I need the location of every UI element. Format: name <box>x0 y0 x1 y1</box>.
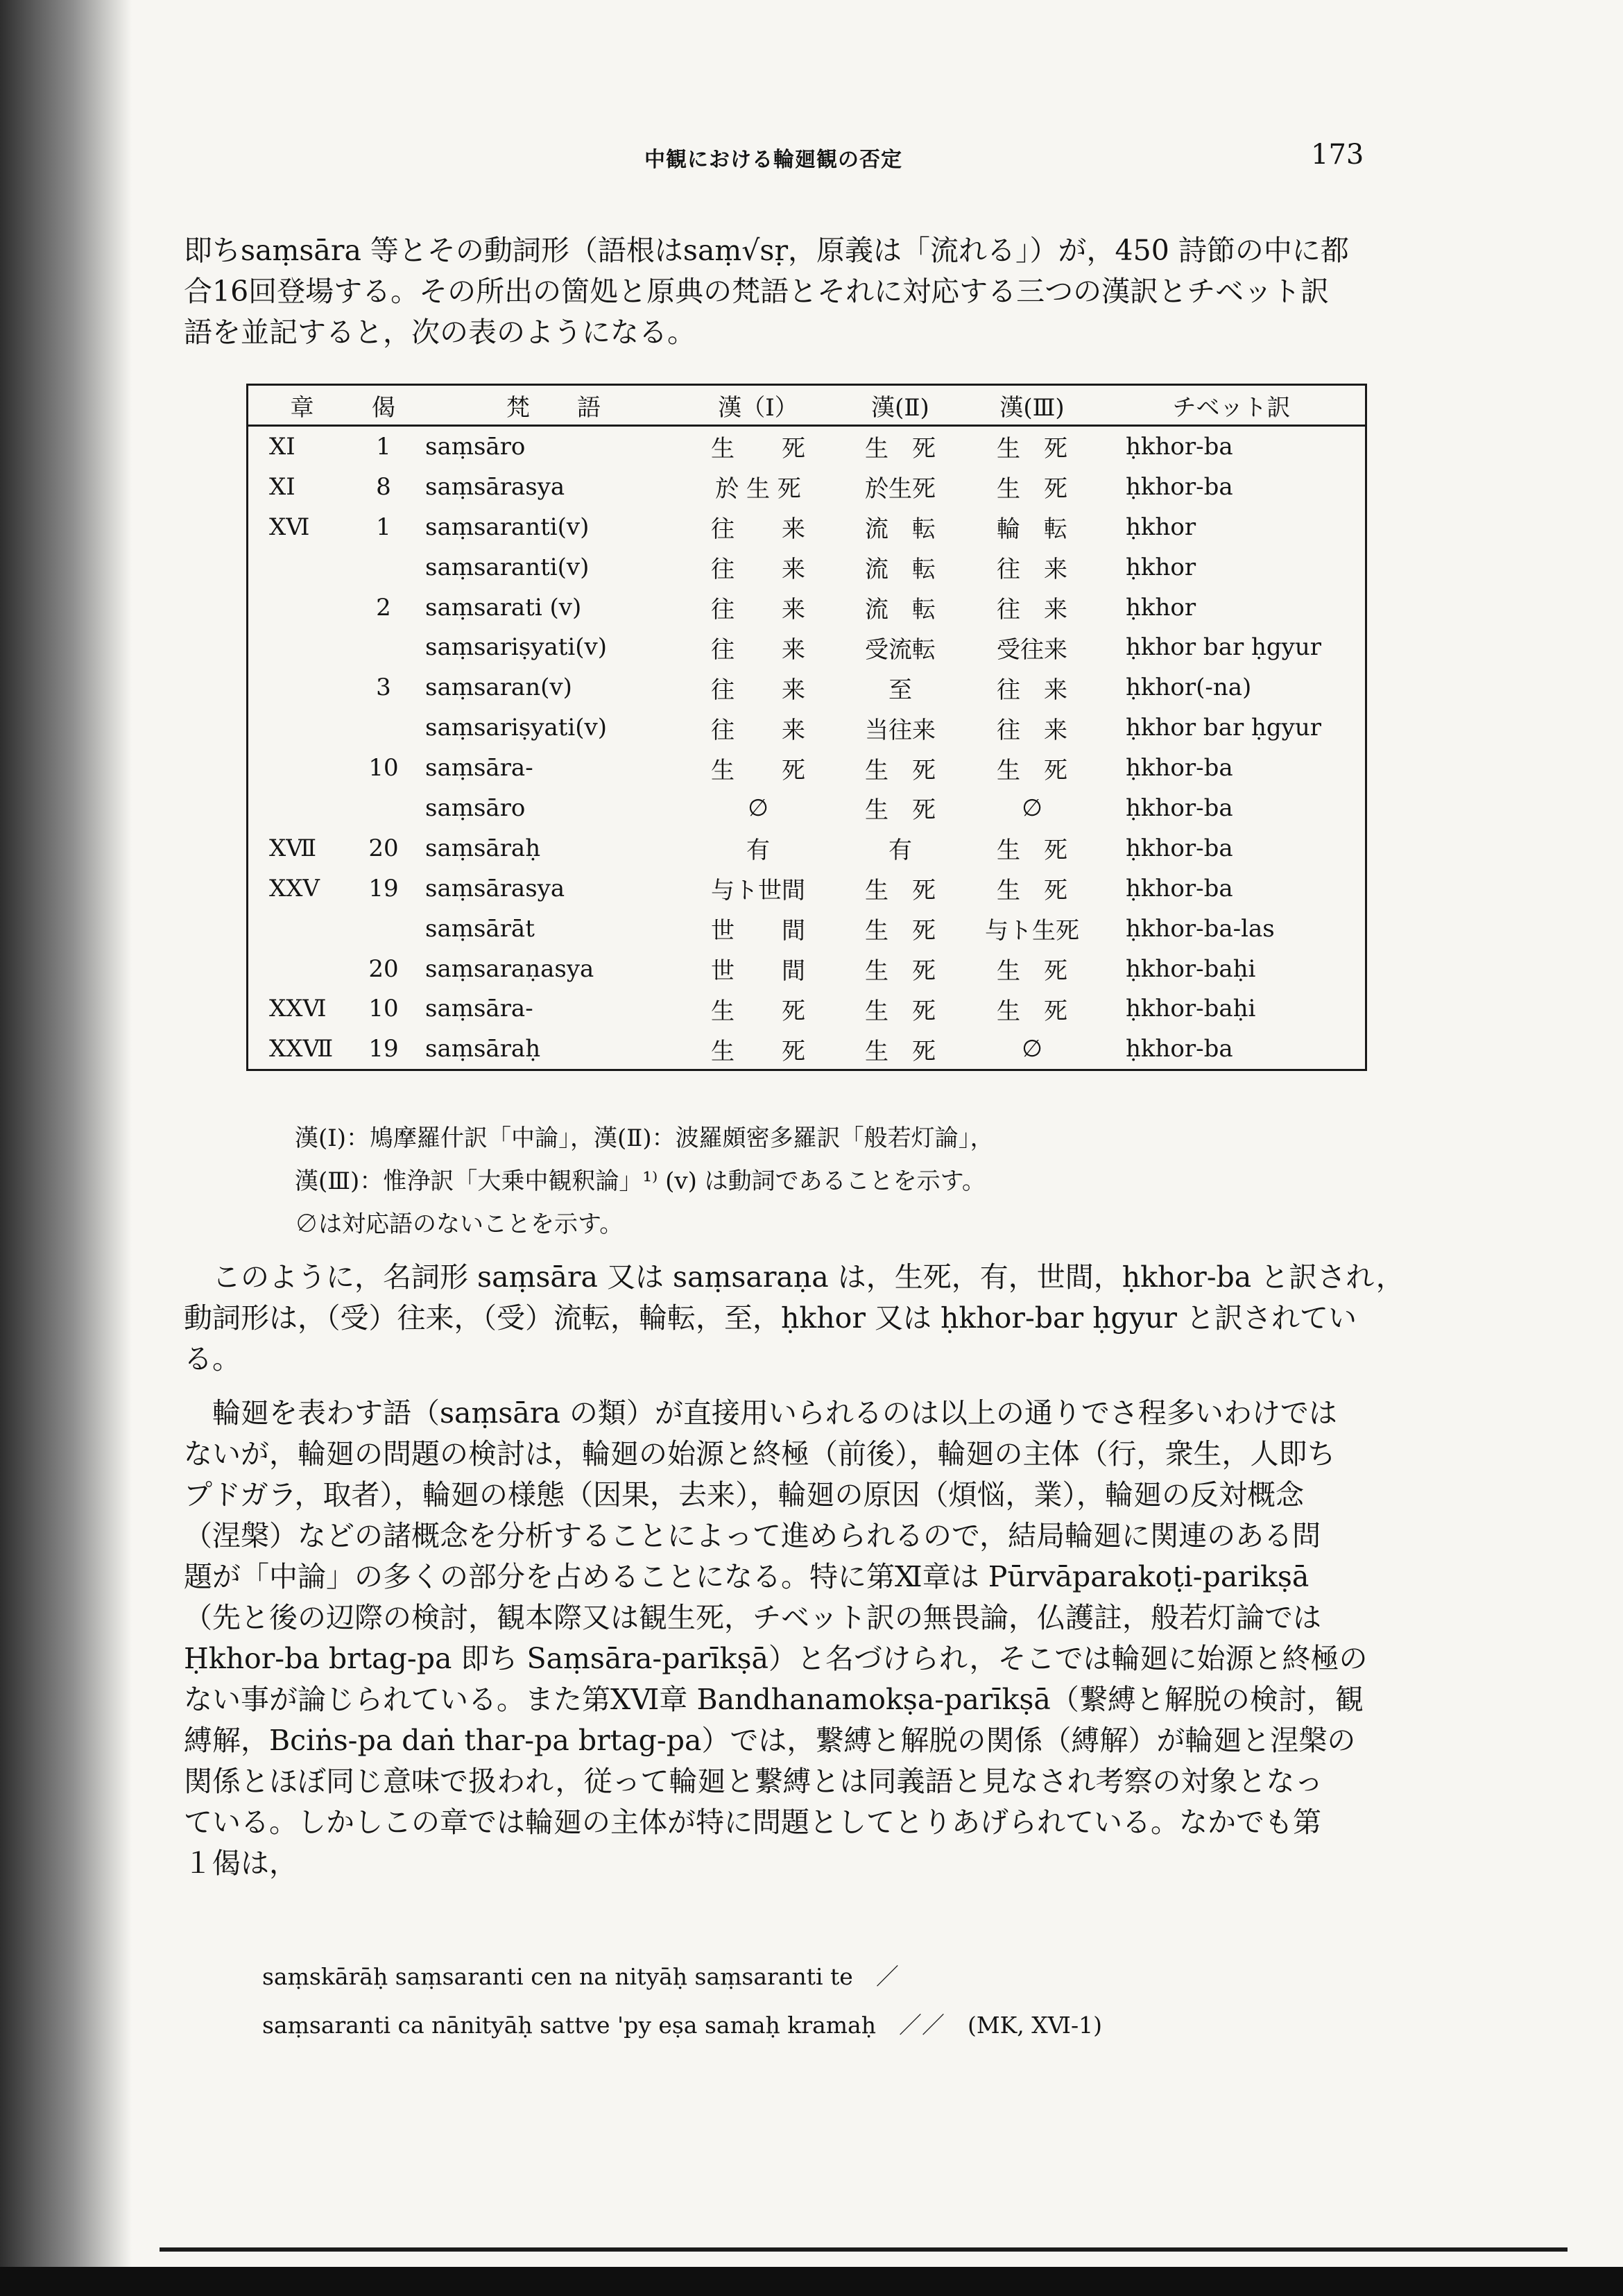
cell-verse: 20 <box>368 834 399 862</box>
intro-paragraph <box>184 230 1349 353</box>
table-row <box>248 1029 1366 1070</box>
header-kanyaku-1: 漢（Ⅰ） <box>682 385 834 426</box>
cell-verse: 20 <box>368 954 399 983</box>
cell-verse <box>356 627 411 667</box>
paragraph-translations <box>184 1257 1405 1380</box>
text-line: （涅槃）などの諸概念を分析することによって進められるので，結局輪廻に関連のある問 <box>184 1519 1321 1552</box>
table-row <box>248 708 1366 748</box>
cell-kanyaku-3: 生 死 <box>997 435 1067 463</box>
cell-kanyaku-3: 生 死 <box>997 997 1067 1025</box>
running-title: 中観における輪廻観の否定 <box>644 148 902 172</box>
cell-kanyaku-1: 生 死 <box>711 435 805 463</box>
cell-tibetan: ḥkhor <box>1126 513 1196 541</box>
cell-kanyaku-1: 往 来 <box>711 676 805 704</box>
cell-kanyaku-1: 於 生 死 <box>715 475 801 504</box>
cell-kanyaku-3: 与ト生死 <box>985 917 1079 945</box>
table-row <box>248 748 1366 788</box>
cell-kanyaku-1: ∅ <box>748 794 768 822</box>
text-line: 動詞形は，（受）往来，（受）流転，輪転，至，ḥkhor 又は ḥkhor-bar ḥgyur と訳されてい <box>184 1301 1357 1335</box>
cell-verse <box>356 788 411 828</box>
cell-kanyaku-2: 当往来 <box>865 716 936 744</box>
cell-verse: 1 <box>376 513 391 541</box>
cell-tibetan: ḥkhor <box>1126 593 1196 622</box>
table-row <box>248 507 1366 547</box>
text-line: 縛解，Bciṅs-pa daṅ thar-pa brtag-pa）では，繋縛と解脱の関係（縛解）が輪廻と涅槃の <box>184 1724 1356 1757</box>
header-kanyaku-3: 漢(Ⅲ) <box>966 385 1098 426</box>
cell-verse <box>356 547 411 588</box>
cell-chapter <box>248 627 357 667</box>
cell-chapter: ⅩⅩⅤ <box>269 874 320 902</box>
cell-kanyaku-3: ∅ <box>1022 1035 1042 1063</box>
cell-tibetan: ḥkhor-ba <box>1126 432 1233 461</box>
table-row <box>248 868 1366 909</box>
cell-verse: 1 <box>376 432 391 461</box>
cell-tibetan: ḥkhor bar ḥgyur <box>1126 633 1322 662</box>
cell-tibetan: ḥkhor <box>1126 553 1196 581</box>
cell-kanyaku-3: 往 来 <box>997 556 1067 584</box>
cell-kanyaku-2: 生 死 <box>865 877 936 905</box>
text-line: ない事が論じられている。また第ⅩⅥ章 Bandhanamokṣa-parīkṣā（繋縛と解脱の検討，観 <box>184 1683 1364 1716</box>
text-line: 語を並記すると，次の表のようになる。 <box>184 316 696 349</box>
cell-kanyaku-1: 往 来 <box>711 596 805 624</box>
cell-chapter: ⅩⅩⅥ <box>269 995 327 1023</box>
note-line: 漢(Ⅰ)：鳩摩羅什訳「中論」，漢(Ⅱ)：波羅頗密多羅訳「般若灯論」， <box>295 1124 994 1152</box>
cell-kanyaku-1: 世 間 <box>711 917 805 945</box>
cell-kanyaku-2: 生 死 <box>865 957 936 986</box>
cell-kanyaku-2: 生 死 <box>865 435 936 463</box>
cell-chapter <box>248 788 357 828</box>
cell-verse: 10 <box>368 995 399 1023</box>
verse-line: saṃskārāḥ saṃsaranti cen na nityāḥ saṃsaranti te ／ <box>262 1963 899 1990</box>
table-row <box>248 667 1366 708</box>
cell-verse: 19 <box>368 1035 399 1063</box>
cell-sanskrit: saṃsāra- <box>425 995 533 1023</box>
cell-kanyaku-1: 世 間 <box>711 957 805 986</box>
header-sanskrit: 梵 語 <box>411 385 682 426</box>
cell-kanyaku-2: 流 転 <box>865 515 936 544</box>
cell-tibetan: ḥkhor-ba-las <box>1126 914 1275 943</box>
cell-sanskrit: saṃsariṣyati(v) <box>425 633 608 662</box>
cell-kanyaku-3: 生 死 <box>997 756 1067 785</box>
cell-sanskrit: saṃsāro <box>425 432 526 461</box>
cell-kanyaku-2: 受流転 <box>865 635 936 664</box>
text-line: このように，名詞形 saṃsāra 又は saṃsaraṇa は，生死，有，世間，ḥkhor-ba と訳され， <box>184 1260 1405 1294</box>
cell-chapter <box>248 748 357 788</box>
cell-kanyaku-3: 往 来 <box>997 676 1067 704</box>
cell-sanskrit: saṃsaranti(v) <box>425 553 590 581</box>
cell-sanskrit: saṃsaraṇasya <box>425 954 594 983</box>
cell-chapter: ⅩⅥ <box>269 513 310 541</box>
cell-sanskrit: saṃsārasya <box>425 874 565 902</box>
cell-sanskrit: saṃsariṣyati(v) <box>425 714 608 742</box>
cell-chapter: ⅩⅩⅦ <box>269 1035 334 1063</box>
cell-kanyaku-2: 流 転 <box>865 556 936 584</box>
cell-kanyaku-2: 生 死 <box>865 997 936 1025</box>
cell-kanyaku-3: 生 死 <box>997 877 1067 905</box>
cell-verse: 2 <box>376 593 391 622</box>
page-number: 173 <box>1311 139 1364 171</box>
cell-kanyaku-1: 往 来 <box>711 716 805 744</box>
cell-kanyaku-2: 有 <box>888 837 912 865</box>
text-line: １偈は， <box>184 1847 298 1880</box>
cell-kanyaku-1: 有 <box>746 837 770 865</box>
cell-kanyaku-2: 生 死 <box>865 917 936 945</box>
cell-verse <box>356 708 411 748</box>
table-notes <box>295 1117 994 1246</box>
table-row <box>248 426 1366 467</box>
cell-sanskrit: saṃsaran(v) <box>425 674 572 702</box>
text-line: プドガラ，取者），輪廻の様態（因果，去来），輪廻の原因（煩悩，業），輪廻の反対概念 <box>184 1478 1304 1511</box>
text-line: 即ちsaṃsāra 等とその動詞形（語根はsaṃ√sṛ，原義は「流れる」）が，450 詩節の中に都 <box>184 234 1349 267</box>
cell-chapter: ⅩⅠ <box>269 472 295 501</box>
paragraph-samsara-problem <box>184 1393 1368 1884</box>
cell-verse <box>356 909 411 949</box>
verse-quotation <box>262 1953 1102 2050</box>
header-kanyaku-2: 漢(Ⅱ) <box>834 385 966 426</box>
cell-sanskrit: saṃsārāt <box>425 914 535 943</box>
cell-kanyaku-3: 受往来 <box>997 635 1067 664</box>
cell-tibetan: ḥkhor-ba <box>1126 472 1233 501</box>
samsara-occurrence-table <box>246 384 1367 1071</box>
text-line: 合16回登場する。その所出の箇処と原典の梵語とそれに対応する三つの漢訳とチベット訳 <box>184 275 1330 308</box>
book-spine-shadow <box>0 0 132 2296</box>
page-bottom-rule <box>160 2247 1568 2252</box>
verse-line: saṃsaranti ca nānityāḥ sattve 'py eṣa samaḥ kramaḥ ／／ (MK, ⅩⅥ-1) <box>262 2012 1102 2039</box>
cell-kanyaku-3: ∅ <box>1022 794 1042 822</box>
cell-chapter: ⅩⅠ <box>269 432 295 461</box>
cell-kanyaku-1: 与ト世間 <box>711 877 805 905</box>
cell-kanyaku-3: 往 来 <box>997 716 1067 744</box>
text-line: 題が「中論」の多くの部分を占めることになる。特に第Ⅺ章は Pūrvāparakoṭi-parikṣā <box>184 1560 1309 1593</box>
cell-kanyaku-2: 生 死 <box>865 756 936 785</box>
cell-tibetan: ḥkhor-ba <box>1126 874 1233 902</box>
cell-tibetan: ḥkhor-ba <box>1126 794 1233 822</box>
cell-sanskrit: saṃsāraḥ <box>425 834 541 862</box>
table-row <box>248 988 1366 1029</box>
cell-kanyaku-2: 生 死 <box>865 796 936 825</box>
cell-tibetan: ḥkhor(-na) <box>1126 674 1252 702</box>
note-line: ∅は対応語のないことを示す。 <box>295 1210 624 1238</box>
cell-kanyaku-3: 生 死 <box>997 837 1067 865</box>
table-header-row <box>248 385 1366 426</box>
header-chapter: 章 <box>248 385 357 426</box>
cell-kanyaku-1: 往 来 <box>711 635 805 664</box>
cell-chapter <box>248 949 357 989</box>
table-row <box>248 547 1366 588</box>
cell-sanskrit: saṃsāro <box>425 794 526 822</box>
cell-kanyaku-2: 於生死 <box>865 475 936 504</box>
cell-tibetan: ḥkhor-ba <box>1126 1035 1233 1063</box>
text-line: ないが，輪廻の問題の検討は，輪廻の始源と終極（前後），輪廻の主体（行，衆生，人即ち <box>184 1437 1336 1471</box>
cell-verse: 10 <box>368 754 399 782</box>
cell-kanyaku-1: 生 死 <box>711 1037 805 1065</box>
table-row <box>248 588 1366 628</box>
table-row <box>248 467 1366 507</box>
cell-tibetan: ḥkhor-ba <box>1126 754 1233 782</box>
cell-kanyaku-1: 往 来 <box>711 556 805 584</box>
cell-chapter <box>248 909 357 949</box>
text-line: 輪廻を表わす語（saṃsāra の類）が直接用いられるのは以上の通りでさ程多いわけでは <box>184 1396 1337 1430</box>
cell-chapter <box>248 667 357 708</box>
table-row <box>248 949 1366 989</box>
cell-verse: 19 <box>368 874 399 902</box>
cell-sanskrit: saṃsarati (v) <box>425 593 582 622</box>
cell-verse: 3 <box>376 674 391 702</box>
table-row <box>248 788 1366 828</box>
cell-chapter <box>248 588 357 628</box>
text-line: る。 <box>184 1342 241 1376</box>
table-row <box>248 909 1366 949</box>
cell-sanskrit: saṃsāraḥ <box>425 1035 541 1063</box>
cell-kanyaku-2: 流 転 <box>865 596 936 624</box>
cell-chapter <box>248 708 357 748</box>
header-verse: 偈 <box>356 385 411 426</box>
cell-tibetan: ḥkhor-ba <box>1126 834 1233 862</box>
cell-sanskrit: saṃsaranti(v) <box>425 513 590 541</box>
table-row <box>248 828 1366 868</box>
cell-verse: 8 <box>376 472 391 501</box>
cell-kanyaku-3: 往 来 <box>997 596 1067 624</box>
cell-tibetan: ḥkhor bar ḥgyur <box>1126 714 1322 742</box>
scan-bottom-edge <box>0 2267 1623 2296</box>
text-line: 関係とほぼ同じ意味で扱われ，従って輪廻と繋縛とは同義語と見なされ考察の対象となっ <box>184 1765 1323 1798</box>
cell-kanyaku-3: 生 死 <box>997 475 1067 504</box>
text-line: ている。しかしこの章では輪廻の主体が特に問題としてとりあげられている。なかでも第 <box>184 1806 1321 1839</box>
cell-sanskrit: saṃsāra- <box>425 754 533 782</box>
cell-kanyaku-1: 生 死 <box>711 997 805 1025</box>
cell-kanyaku-2: 至 <box>888 676 912 704</box>
table-row <box>248 627 1366 667</box>
cell-kanyaku-1: 生 死 <box>711 756 805 785</box>
header-tibetan: チベット訳 <box>1098 385 1366 426</box>
cell-tibetan: ḥkhor-baḥi <box>1126 954 1256 983</box>
text-line: （先と後の辺際の検討，観本際又は観生死，チベット訳の無畏論，仏護註，般若灯論では <box>184 1601 1321 1634</box>
text-line: Ḥkhor-ba brtag-pa 即ち Saṃsāra-parīkṣā）と名づけられ，そこでは輪廻に始源と終極の <box>184 1642 1368 1675</box>
cell-sanskrit: saṃsārasya <box>425 472 565 501</box>
cell-tibetan: ḥkhor-baḥi <box>1126 995 1256 1023</box>
cell-kanyaku-2: 生 死 <box>865 1037 936 1065</box>
cell-chapter <box>248 547 357 588</box>
cell-kanyaku-3: 輪 転 <box>997 515 1067 544</box>
note-line: 漢(Ⅲ)：惟浄訳「大乗中観釈論」¹⁾ (v) は動詞であることを示す。 <box>295 1167 986 1195</box>
cell-kanyaku-1: 往 来 <box>711 515 805 544</box>
cell-kanyaku-3: 生 死 <box>997 957 1067 986</box>
cell-chapter: ⅩⅦ <box>269 834 317 862</box>
